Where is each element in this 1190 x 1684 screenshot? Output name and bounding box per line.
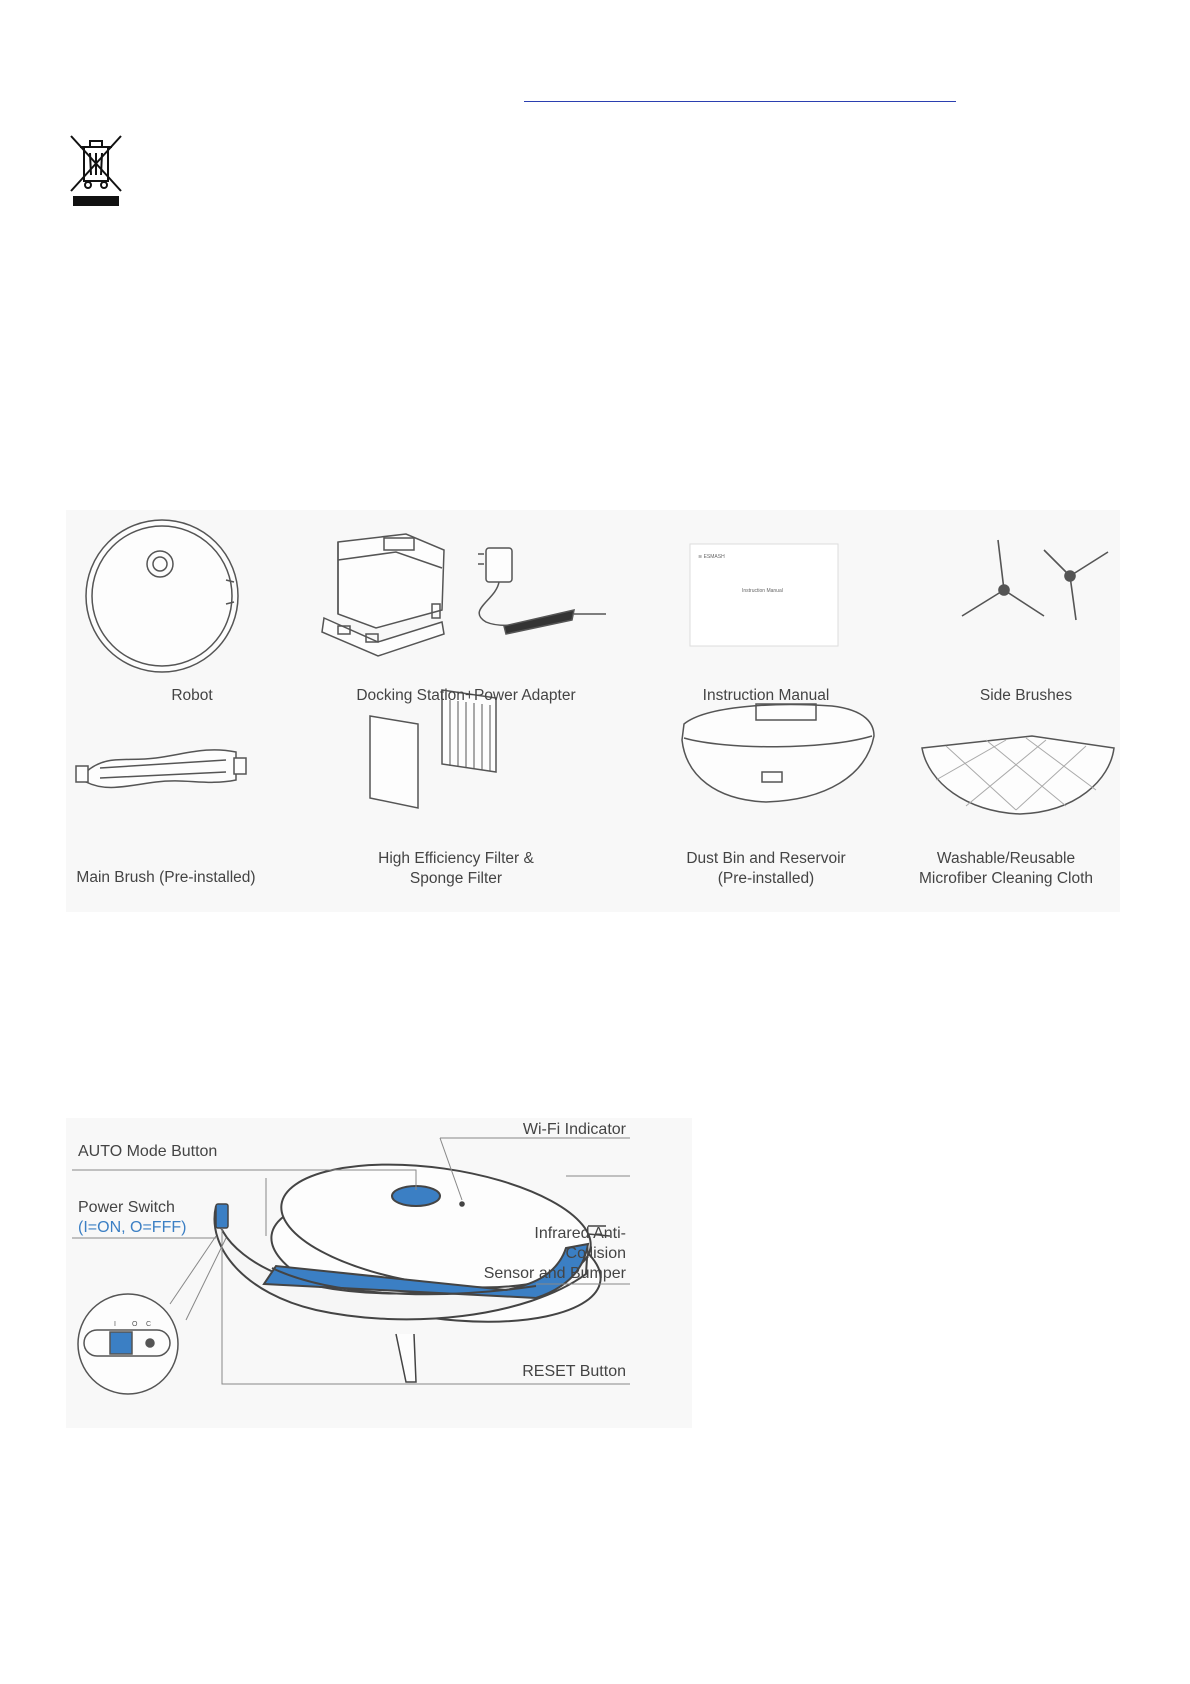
- item-label-cloth-line2: Microfiber Cleaning Cloth: [918, 870, 1094, 887]
- label-infrared-line2: Collision: [565, 1245, 626, 1262]
- cleaning-cloth-illustration: [922, 736, 1114, 814]
- svg-text:Instruction Manual: Instruction Manual: [742, 588, 783, 594]
- label-infrared-line3: Sensor and Bumper: [483, 1265, 626, 1282]
- dust-bin-illustration: [682, 704, 874, 802]
- item-label-side-brushes: Side Brushes: [979, 687, 1073, 704]
- link-underline[interactable]: [524, 101, 956, 102]
- weee-disposal-icon: [68, 133, 124, 207]
- item-label-robot: Robot: [171, 687, 213, 704]
- side-brushes-illustration: [962, 540, 1108, 620]
- label-power-switch: Power Switch: [78, 1199, 175, 1216]
- item-label-dust-bin-line2: (Pre-installed): [717, 870, 815, 887]
- label-reset-button: RESET Button: [522, 1363, 626, 1380]
- power-adapter-illustration: [478, 548, 606, 634]
- filters-illustration: [370, 690, 496, 808]
- svg-text:≋ ESMASH: ≋ ESMASH: [698, 554, 725, 560]
- docking-station-illustration: [322, 534, 444, 656]
- instruction-manual-illustration: [690, 544, 838, 646]
- item-label-filters-line1: High Efficiency Filter &: [378, 850, 534, 867]
- item-label-cloth-line1: Washable/Reusable: [936, 850, 1076, 867]
- label-power-switch-note: (I=ON, O=FFF): [78, 1219, 187, 1236]
- item-label-dust-bin-line1: Dust Bin and Reservoir: [686, 850, 846, 867]
- main-brush-illustration: [76, 750, 246, 788]
- label-infrared-line1: Infrared Anti-: [534, 1225, 626, 1242]
- item-label-main-brush: Main Brush (Pre-installed): [76, 869, 256, 886]
- product-diagram-panel: [66, 1118, 692, 1428]
- label-auto-mode-button: AUTO Mode Button: [78, 1143, 218, 1160]
- robot-illustration: [86, 520, 238, 672]
- item-label-docking-station: Docking Station+Power Adapter: [356, 687, 576, 704]
- svg-text:C: C: [146, 1321, 152, 1328]
- item-label-filters-line2: Sponge Filter: [409, 870, 503, 887]
- package-contents-panel: [66, 510, 1120, 912]
- power-switch-closeup: [78, 1294, 178, 1394]
- svg-text:O: O: [132, 1321, 138, 1328]
- item-label-instruction-manual: Instruction Manual: [702, 687, 830, 704]
- svg-text:I: I: [114, 1321, 116, 1328]
- label-wifi-indicator: Wi-Fi Indicator: [522, 1121, 626, 1138]
